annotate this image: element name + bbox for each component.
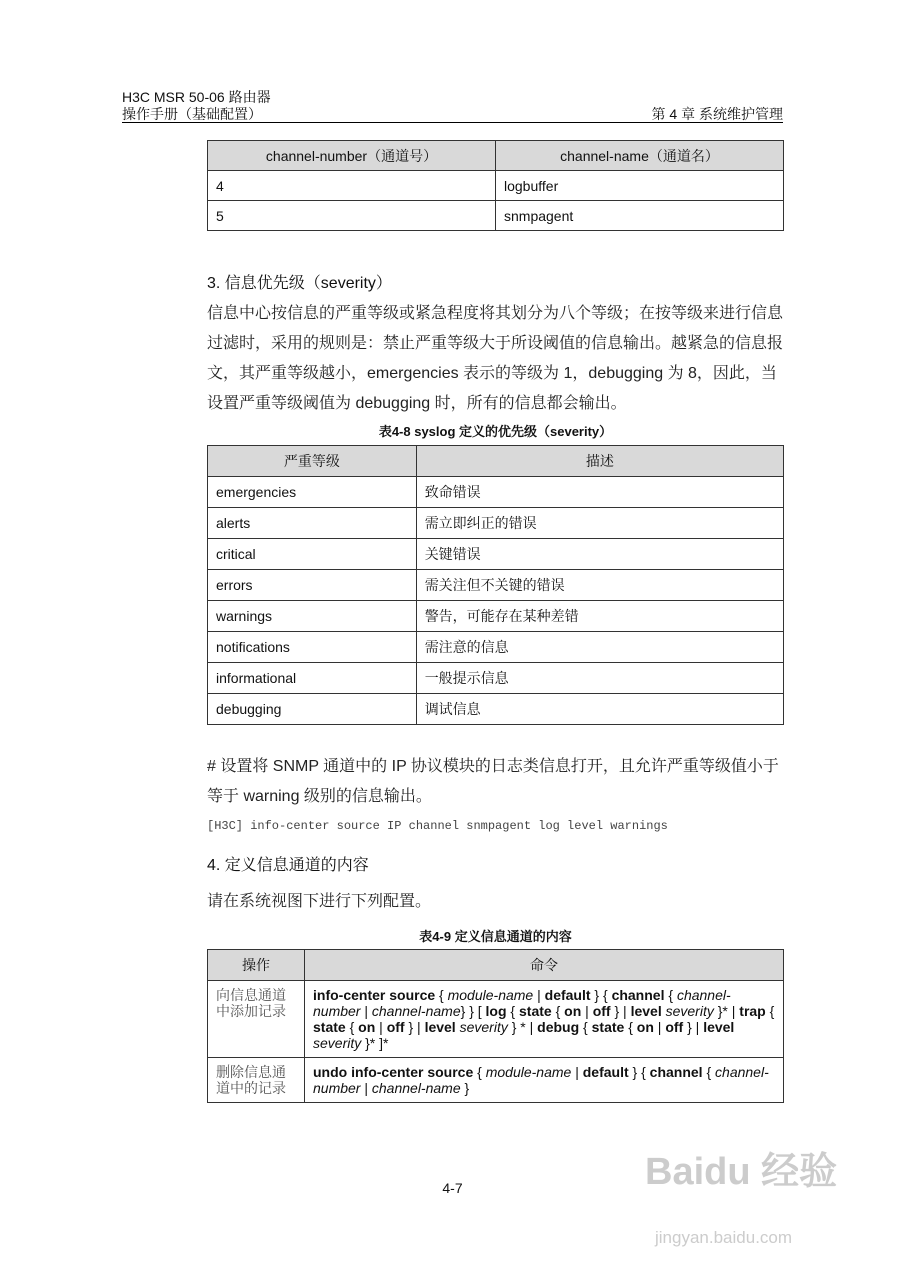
table-cell: warnings: [208, 601, 417, 632]
commands-table-caption: 表4-9 定义信息通道的内容: [419, 929, 572, 944]
table-cell: informational: [208, 663, 417, 694]
command-token: {: [702, 1064, 716, 1080]
column-header: channel-number（通道号）: [208, 141, 496, 171]
command-token: on: [564, 1003, 582, 1019]
operation-cell: 删除信息通道中的记录: [208, 1058, 305, 1103]
example-command: [H3C] info-center source IP channel snmpagent log level warnings: [207, 819, 668, 833]
command-token: off: [592, 1003, 611, 1019]
command-token: level: [703, 1019, 735, 1035]
command-token: |: [581, 1003, 593, 1019]
severity-table: [207, 445, 784, 725]
command-token: |: [533, 987, 545, 1003]
command-token: } {: [628, 1064, 650, 1080]
command-token: state: [313, 1019, 346, 1035]
command-token: severity: [665, 1003, 714, 1019]
command-token: severity: [459, 1019, 508, 1035]
table-cell: notifications: [208, 632, 417, 663]
table-cell: logbuffer: [496, 171, 784, 201]
baidu-watermark-logo: Baidu 经验: [645, 1151, 838, 1193]
command-token: off: [386, 1019, 405, 1035]
command-token: on: [636, 1019, 654, 1035]
column-header: 命令: [305, 950, 784, 981]
command-token: module-name: [485, 1064, 572, 1080]
table-row: [208, 477, 784, 508]
section-4-intro: 请在系统视图下进行下列配置。: [207, 893, 432, 910]
header-product: H3C MSR 50-06 路由器: [122, 89, 271, 105]
command-token: level: [424, 1019, 456, 1035]
command-token: |: [571, 1064, 583, 1080]
command-token: channel-name: [371, 1003, 461, 1019]
header-chapter: 第 4 章 系统维护管理: [651, 106, 783, 122]
page-number: 4-7: [442, 1180, 463, 1196]
command-token: }* ]*: [361, 1035, 389, 1051]
command-token: {: [765, 1003, 775, 1019]
command-token: |: [360, 1003, 372, 1019]
command-token: } } [: [460, 1003, 486, 1019]
command-token: channel: [611, 987, 665, 1003]
table-cell: 关键错误: [416, 539, 783, 570]
command-token: state: [591, 1019, 625, 1035]
section-3-title: 3. 信息优先级（severity）: [207, 275, 392, 292]
header-manual: 操作手册（基础配置）: [122, 106, 262, 122]
command-token: |: [360, 1080, 372, 1096]
command-token: channel-number: [313, 1064, 769, 1096]
table-row: [208, 663, 784, 694]
command-token: log: [485, 1003, 507, 1019]
command-token: }: [460, 1080, 470, 1096]
command-token: |: [375, 1019, 387, 1035]
command-cell: [305, 1058, 784, 1103]
table-row: [208, 539, 784, 570]
table-cell: errors: [208, 570, 417, 601]
severity-table-caption: 表4-8 syslog 定义的优先级（severity）: [378, 424, 613, 439]
table-cell: alerts: [208, 508, 417, 539]
table-cell: 5: [208, 201, 496, 231]
table-cell: 致命错误: [416, 477, 783, 508]
command-token: trap: [739, 1003, 766, 1019]
table-header-row: [208, 141, 784, 171]
command-token: } |: [404, 1019, 425, 1035]
command-token: } {: [590, 987, 612, 1003]
table-row: [208, 632, 784, 663]
baidu-watermark-url: jingyan.baidu.com: [655, 1228, 793, 1247]
command-token: }* |: [713, 1003, 740, 1019]
command-token: channel-number: [313, 987, 731, 1019]
operation-cell: 向信息通道中添加记录: [208, 981, 305, 1058]
table-cell: 4: [208, 171, 496, 201]
table-cell: debugging: [208, 694, 417, 725]
command-token: {: [579, 1019, 592, 1035]
channel-table: [207, 140, 784, 231]
table-row: [208, 201, 784, 231]
section-4-title: 4. 定义信息通道的内容: [207, 857, 369, 874]
table-cell: snmpagent: [496, 201, 784, 231]
command-token: |: [653, 1019, 666, 1035]
column-header: channel-name（通道名）: [496, 141, 784, 171]
command-token: {: [473, 1064, 486, 1080]
command-token: {: [551, 1003, 565, 1019]
command-token: info-center source: [313, 987, 436, 1003]
table-cell: 调试信息: [416, 694, 783, 725]
header-divider: [122, 122, 783, 123]
command-token: {: [345, 1019, 359, 1035]
command-token: off: [665, 1019, 684, 1035]
table-cell: emergencies: [208, 477, 417, 508]
table-cell: 警告，可能存在某种差错: [416, 601, 783, 632]
command-token: } |: [610, 1003, 631, 1019]
command-token: state: [519, 1003, 552, 1019]
table-row: [208, 570, 784, 601]
table-cell: critical: [208, 539, 417, 570]
command-token: } * |: [507, 1019, 538, 1035]
command-token: severity: [313, 1035, 362, 1051]
command-cell: [305, 981, 784, 1058]
table-row: [208, 171, 784, 201]
command-token: {: [435, 987, 448, 1003]
command-token: module-name: [447, 987, 534, 1003]
table-row: [208, 694, 784, 725]
command-token: debug: [537, 1019, 580, 1035]
column-header: 描述: [416, 446, 783, 477]
commands-table: [207, 949, 784, 1103]
column-header: 操作: [208, 950, 305, 981]
table-row: [208, 601, 784, 632]
command-token: level: [630, 1003, 662, 1019]
column-header: 严重等级: [208, 446, 417, 477]
command-token: {: [624, 1019, 637, 1035]
example-comment: # 设置将 SNMP 通道中的 IP 协议模块的日志类信息打开，且允许严重等级值小于等于 warning 级别的信息输出。: [207, 758, 779, 805]
command-token: undo info-center source: [313, 1064, 474, 1080]
command-token: default: [582, 1064, 629, 1080]
table-header-row: [208, 950, 784, 981]
table-cell: 需立即纠正的错误: [416, 508, 783, 539]
table-header-row: [208, 446, 784, 477]
table-row: [208, 508, 784, 539]
table-cell: 需注意的信息: [416, 632, 783, 663]
command-token: {: [664, 987, 677, 1003]
table-cell: 一般提示信息: [416, 663, 783, 694]
section-3-paragraph: 信息中心按信息的严重等级或紧急程度将其划分为八个等级；在按等级来进行信息过滤时，采用的规则是：禁止严重等级大于所设阈值的信息输出。越紧急的信息报文，其严重等级越小，emergencies 表示的等级为 1，debugging 为 8，因此，当设置严重等级阈值为 debugging 时，所有的信息都会输出。: [207, 305, 784, 412]
table-row: [208, 981, 784, 1058]
command-token: channel: [649, 1064, 703, 1080]
table-cell: 需关注但不关键的错误: [416, 570, 783, 601]
command-token: on: [358, 1019, 376, 1035]
table-row: [208, 1058, 784, 1103]
command-token: default: [544, 987, 591, 1003]
command-token: {: [506, 1003, 520, 1019]
command-token: channel-name: [371, 1080, 461, 1096]
command-token: } |: [683, 1019, 704, 1035]
